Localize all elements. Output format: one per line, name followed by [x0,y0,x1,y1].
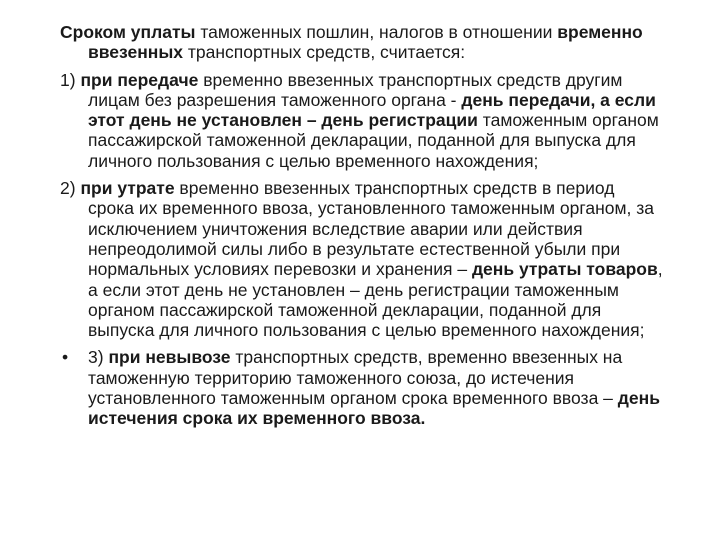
item-2-number: 2) [60,178,81,199]
item-2-bold-term: при утрате [80,178,175,199]
item-3-bold-deadline: день истечения срока их временного ввоза. [88,388,660,429]
intro-text: таможенных пошлин, налогов в отношении [195,22,558,42]
item-2-bold-deadline: день утраты товаров [471,259,658,280]
item-2-text: временно ввезенных транспортных средств в период срока их временного ввоза, установленного таможенным органом, за исключением уничтожения вследствие аварии или действия непреодолимой силы либо в результате естественной убыли при нормальных условиях перевозки и хранения – [88,178,655,280]
item-1-text-end: таможенным органом пассажирской таможенной декларации, поданной для выпуска для личного пользования с целью временного нахождения; [88,110,659,171]
intro-text-end: транспортных средств, считается: [183,42,466,63]
item-2-paragraph [60,178,665,340]
item-3-text: транспортных средств, временно ввезенных на таможенную территорию таможенного союза, до истечения установленного таможенным органом срока временного ввоза – [88,347,623,409]
intro-bold-vehicles: временно ввезенных [88,22,643,63]
bullet-icon: • [62,347,69,368]
item-1-text: временно ввезенных транспортных средств другим лицам без разрешения таможенного органа - [88,69,623,110]
item-1-bold-deadline: день передачи, а если этот день не установлен – день регистрации [88,89,656,131]
item-2-text-end: , а если этот день не установлен – день регистрации таможенным органом пассажирской таможенной декларации, поданной для выпуска для личного пользования с целью временного нахождения; [88,259,663,341]
item-1-bold-term: при передаче [80,69,199,90]
item-3-bold-term: при невывозе [108,347,231,368]
item-3-number: 3) [88,347,109,368]
slide-body [60,22,665,429]
item-3-paragraph [60,347,665,428]
intro-paragraph [60,22,665,63]
item-1-paragraph [60,70,665,171]
intro-bold-term: Сроком уплаты [60,22,196,42]
item-1-number: 1) [60,69,81,90]
